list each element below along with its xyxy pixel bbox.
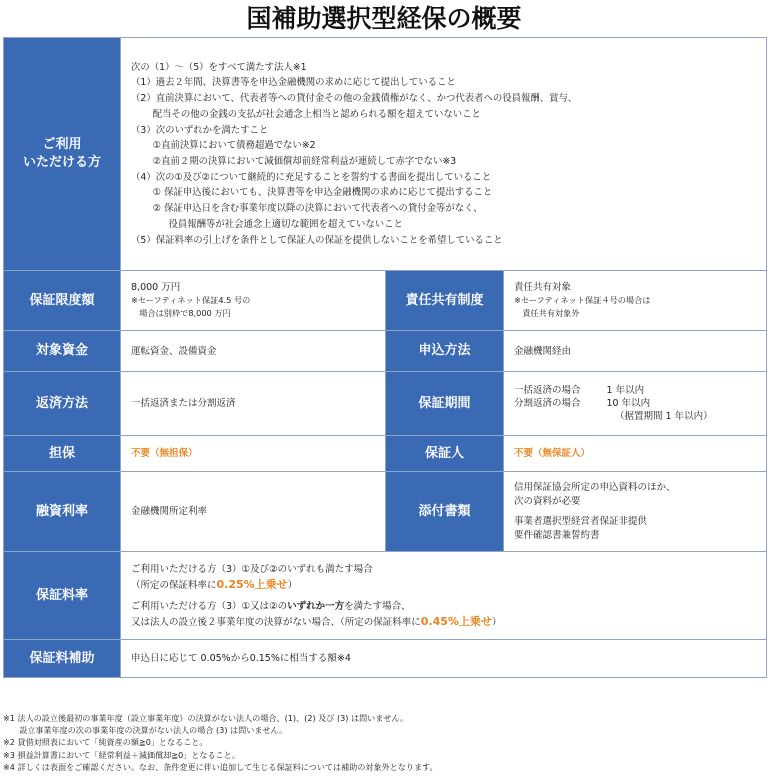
period-value: 1 年以内: [606, 385, 645, 396]
funds-header: 対象資金: [4, 331, 121, 372]
attachments-header: 添付書類: [386, 472, 504, 552]
fee-subsidy-header: 保証料補助: [4, 640, 121, 678]
fee-rate-header: 保証料率: [4, 552, 121, 640]
eligibility-line: 役員報酬等が社会通念上適切な範囲を超えていないこと: [131, 218, 403, 230]
fee-case-a: ご利用いただける方（3）①及び②のいずれも満たす場合: [131, 563, 373, 575]
eligibility-line: （5）保証料率の引上げを条件として保証人の保証を提供しないことを希望していること: [131, 234, 503, 246]
eligibility-line: （1）過去２年間、決算書等を申込金融機関の求めに応じて提出していること: [131, 77, 456, 89]
interest-rate-header: 融資利率: [4, 472, 121, 552]
guarantor-header: 保証人: [386, 436, 504, 472]
eligibility-header: ご利用 いただける方: [4, 38, 121, 271]
footnote: ※2 貸借対照表において「純資産の額≧0」となること。: [3, 737, 208, 748]
fee-surcharge-a: 0.25%上乗せ: [216, 577, 288, 591]
period-content: [504, 372, 767, 436]
fee-case-b-emphasis: いずれか一方: [287, 600, 345, 612]
eligibility-line: （3）次のいずれかを満たすこと: [131, 124, 269, 136]
shared-note: ※セーフティネット保証４号の場合は: [514, 295, 651, 305]
period-note: （据置期間 1 年以内）: [615, 411, 713, 422]
fee-rate-content: ご利用いただける方（3）①及び②のいずれも満たす場合 （所定の保証料率に0.25%上乗せ） ご利用いただける方（3）①又は②のいずれか一方を満たす場合、 又は法人の設立後２事業年度の決算がない場合、（所定の保証料率に0.45%上乗せ）: [121, 552, 767, 640]
eligibility-line: ①直前決算において債務超過でない※2: [131, 140, 316, 152]
overview-table: [3, 37, 767, 678]
fee-subsidy-value: 申込日に応じて 0.05%から0.15%に相当する額※4: [121, 640, 767, 678]
limit-content: [121, 271, 386, 331]
footnote: ※1 法人の設立後最初の事業年度（設立事業年度）の決算がない法人の場合、(1)、(2) 及び (3) は問いません。: [3, 713, 409, 723]
attachments-content: 信用保証協会所定の申込資料のほか、 次の資料が必要 事業者選択型経営者保証非提供 要件確認書兼誓約書: [504, 472, 767, 552]
footnote: 設立事業年度の次の事業年度の決算がない法人の場合 (3) は問いません。: [3, 725, 288, 736]
repayment-value: 一括返済または分割返済: [121, 372, 386, 436]
eligibility-intro: 次の（1）～（5）をすべて満たす法人※1: [131, 61, 307, 73]
shared-value: 責任共有対象: [514, 282, 572, 293]
collateral-value: 不要（無担保）: [121, 436, 386, 472]
collateral-header: 担保: [4, 436, 121, 472]
eligibility-line: （4）次の①及び②について継続的に充足することを誓約する書面を提出していること: [131, 171, 492, 183]
apply-value: 金融機関経由: [504, 331, 767, 372]
eligibility-line: ① 保証申込後においても、決算書等を申込金融機関の求めに応じて提出すること: [131, 187, 493, 199]
apply-header: 申込方法: [386, 331, 504, 372]
shared-responsibility-header: 責任共有制度: [386, 271, 504, 331]
shared-note: 責任共有対象外: [514, 308, 580, 318]
eligibility-line: （2）直前決算において、代表者等への貸付金その他の金銭債権がなく、かつ代表者への役員報酬、賞与、: [131, 93, 578, 105]
page-title: 国補助選択型経保の概要: [246, 4, 522, 33]
eligibility-line: ②直前２期の決算において減価償却前経常利益が連続して赤字でない※3: [131, 156, 457, 167]
footnotes: [3, 712, 765, 773]
limit-note: 場合は別枠で8,000 万円: [131, 308, 231, 318]
guarantor-value: 不要（無保証人）: [504, 436, 767, 472]
funds-value: 運転資金、設備資金: [121, 331, 386, 372]
repayment-header: 返済方法: [4, 372, 121, 436]
limit-note: ※セーフティネット保証4.5 号の: [131, 295, 251, 305]
period-label: 分割返済の場合: [514, 398, 581, 409]
limit-amount: 8,000 万円: [131, 282, 181, 293]
interest-rate-value: 金融機関所定利率: [121, 472, 386, 552]
period-value: 10 年以内: [606, 398, 651, 409]
period-label: 一括返済の場合: [514, 385, 581, 396]
eligibility-line: 配当その他の金銭の支払が社会通念上相当と認められる額を超えていないこと: [131, 108, 481, 120]
eligibility-content: [121, 38, 767, 271]
footnote: ※3 損益計算書において「経常利益＋減価償却≧0」となること。: [3, 749, 240, 760]
limit-header: 保証限度額: [4, 271, 121, 331]
shared-responsibility-content: [504, 271, 767, 331]
eligibility-line: ② 保証申込日を含む事業年度以降の決算において代表者への貸付金等がなく、: [131, 203, 483, 215]
footnote: ※4 詳しくは表面をご確認ください。なお、条件変更に伴い追加して生じる保証料については補助の対象外となります。: [3, 761, 438, 772]
fee-surcharge-b: 0.45%上乗せ: [420, 614, 492, 628]
period-header: 保証期間: [386, 372, 504, 436]
